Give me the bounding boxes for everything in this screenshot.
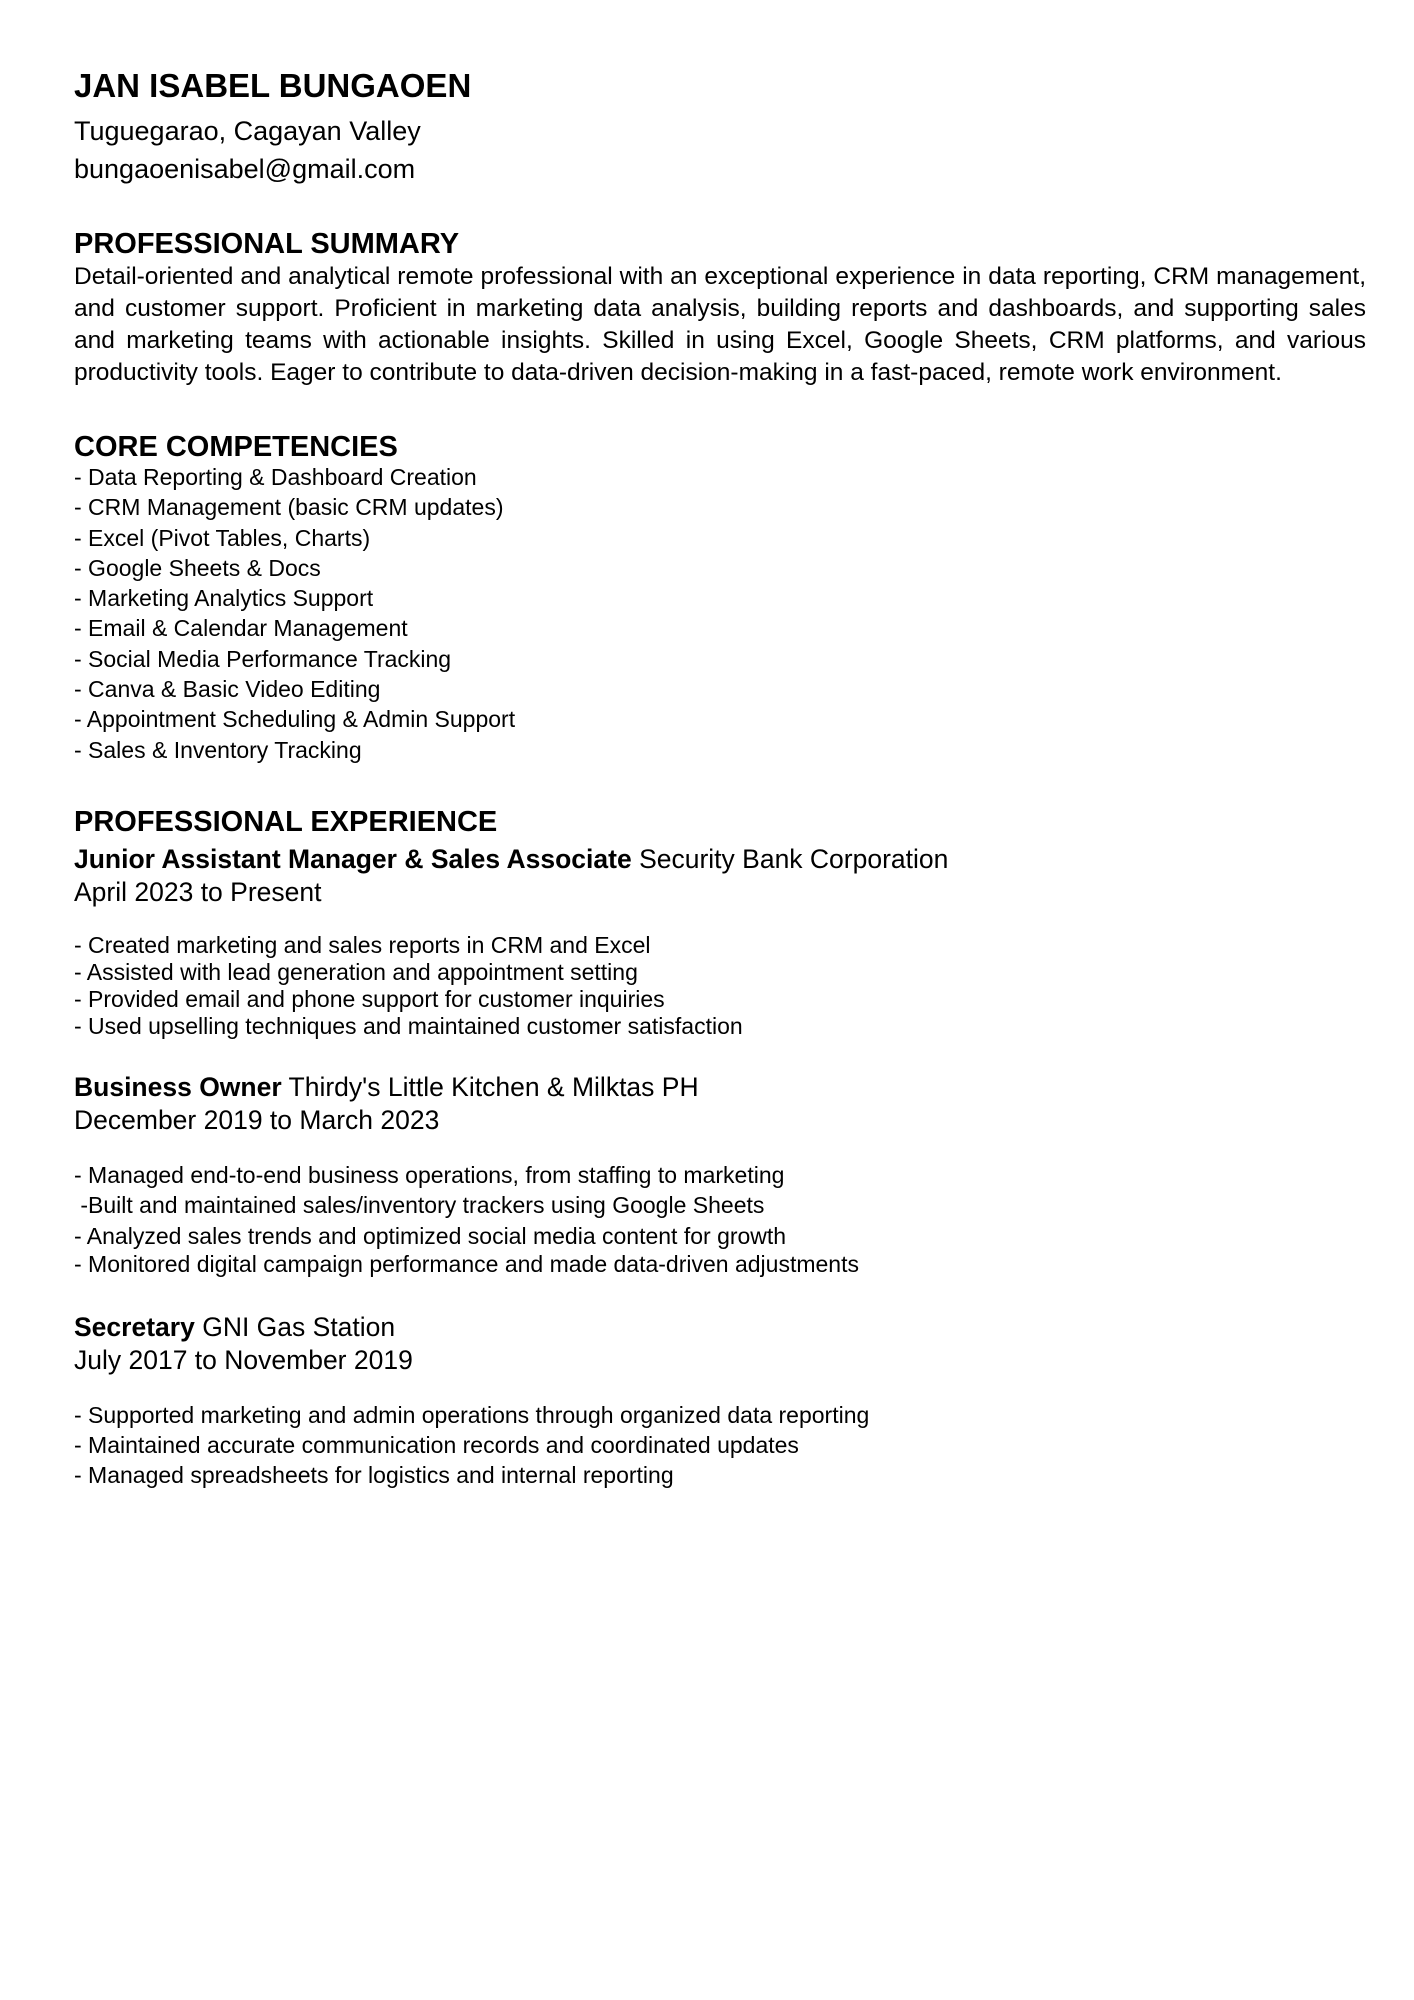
email-text: bungaoenisabel@gmail.com bbox=[74, 154, 416, 184]
competency-item: - Marketing Analytics Support bbox=[74, 585, 374, 612]
job-company: Security Bank Corporation bbox=[639, 843, 949, 874]
summary-paragraph: Detail-oriented and analytical remote professional with an exceptional experience in data reporting, CRM management, and customer support. Proficient in marketing data analysis, building reports and dashboards, and supporting sales and marketing teams with actionable insights. Skilled in using Excel, Google Sheets, CRM platforms, and various productivity tools. Eager to contribute to data-driven decision-making in a fast-paced, remote work environment. bbox=[74, 263, 1366, 386]
job-role: Business Owner bbox=[74, 1071, 282, 1102]
duty-item: - Assisted with lead generation and appointment setting bbox=[74, 958, 638, 985]
duty-item: - Maintained accurate communication records and coordinated updates bbox=[74, 1432, 799, 1459]
competency-item: - Email & Calendar Management bbox=[74, 615, 408, 642]
resume-page bbox=[74, 62, 1366, 1491]
competencies-list bbox=[74, 462, 1366, 765]
competency-item: - CRM Management (basic CRM updates) bbox=[74, 494, 504, 521]
competencies-heading: CORE COMPETENCIES bbox=[74, 431, 398, 463]
job-duties bbox=[74, 932, 1366, 1040]
duty-item: - Monitored digital campaign performance and made data-driven adjustments bbox=[74, 1250, 859, 1277]
job-entry bbox=[74, 1311, 1366, 1491]
job-entry bbox=[74, 843, 1366, 1040]
job-title-line bbox=[74, 843, 1366, 875]
competency-item: - Data Reporting & Dashboard Creation bbox=[74, 464, 477, 490]
duty-item: - Used upselling techniques and maintained customer satisfaction bbox=[74, 1012, 743, 1039]
duty-item: - Analyzed sales trends and optimized social media content for growth bbox=[74, 1222, 787, 1249]
experience-heading: PROFESSIONAL EXPERIENCE bbox=[74, 805, 498, 838]
competency-item: - Social Media Performance Tracking bbox=[74, 645, 452, 672]
competency-item: - Appointment Scheduling & Admin Support bbox=[74, 706, 516, 733]
job-title-line bbox=[74, 1311, 1366, 1343]
duty-item: - Managed end-to-end business operations, from staffing to marketing bbox=[74, 1161, 785, 1188]
job-dates: July 2017 to November 2019 bbox=[74, 1344, 413, 1375]
competency-item: - Canva & Basic Video Editing bbox=[74, 676, 381, 703]
job-title-line bbox=[74, 1071, 1366, 1103]
competency-item: - Google Sheets & Docs bbox=[74, 554, 321, 581]
duty-item: - Created marketing and sales reports in CRM and Excel bbox=[74, 931, 651, 958]
duty-item: - Managed spreadsheets for logistics and internal reporting bbox=[74, 1462, 674, 1489]
job-duties bbox=[74, 1400, 1366, 1491]
competency-item: - Excel (Pivot Tables, Charts) bbox=[74, 524, 371, 551]
job-role: Secretary bbox=[74, 1311, 195, 1342]
job-dates: December 2019 to March 2023 bbox=[74, 1104, 440, 1135]
job-company: GNI Gas Station bbox=[202, 1311, 396, 1342]
job-entry bbox=[74, 1071, 1366, 1278]
job-company: Thirdy's Little Kitchen & Milktas PH bbox=[288, 1071, 699, 1102]
summary-heading: PROFESSIONAL SUMMARY bbox=[74, 228, 460, 260]
applicant-name: JAN ISABEL BUNGAOEN bbox=[74, 67, 472, 104]
duty-item: - Provided email and phone support for customer inquiries bbox=[74, 985, 665, 1012]
job-role: Junior Assistant Manager & Sales Associate bbox=[74, 843, 632, 874]
duty-item: -Built and maintained sales/inventory trackers using Google Sheets bbox=[74, 1192, 765, 1219]
duty-item: - Supported marketing and admin operations through organized data reporting bbox=[74, 1401, 870, 1428]
job-duties bbox=[74, 1160, 1366, 1278]
job-dates: April 2023 to Present bbox=[74, 876, 322, 907]
location-text: Tuguegarao, Cagayan Valley bbox=[74, 116, 421, 146]
competency-item: - Sales & Inventory Tracking bbox=[74, 736, 362, 763]
